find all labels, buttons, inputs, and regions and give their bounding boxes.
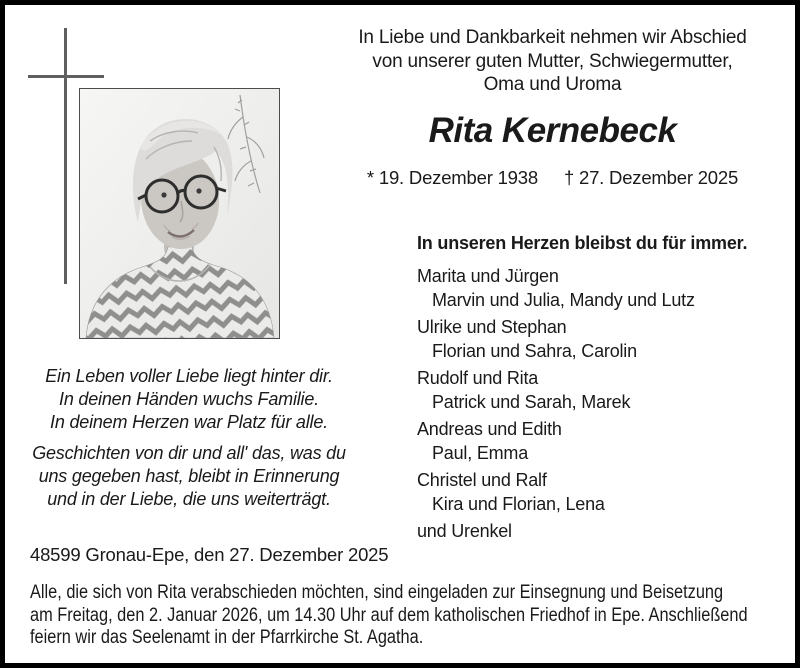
mourner-children: Paul, Emma bbox=[432, 443, 529, 463]
place-date-line: 48599 Gronau-Epe, den 27. Dezember 2025 bbox=[30, 544, 389, 565]
poem-line: und in der Liebe, die uns weiterträgt. bbox=[47, 489, 331, 509]
birth-date: * 19. Dezember 1938 bbox=[366, 167, 538, 188]
mourner-group bbox=[417, 366, 695, 414]
mourner-group bbox=[417, 315, 695, 363]
mourner-children: Patrick und Sarah, Marek bbox=[432, 392, 631, 412]
intro-line: von unserer guten Mutter, Schwiegermutter, bbox=[372, 50, 733, 72]
funeral-line: am Freitag, den 2. Januar 2026, um 14.30 Uhr auf dem katholischen Friedhof in Epe. Anschließend bbox=[30, 604, 748, 626]
life-dates bbox=[350, 167, 755, 189]
death-date: † 27. Dezember 2025 bbox=[563, 167, 739, 188]
devotion-line: In unseren Herzen bleibst du für immer. bbox=[417, 233, 748, 253]
funeral-line: Alle, die sich von Rita verabschieden möchten, sind eingeladen zur Einsegnung und Beisetzung bbox=[30, 582, 724, 603]
memorial-poem bbox=[21, 365, 357, 511]
poem-stanza bbox=[21, 442, 357, 511]
mourner-parents: Ulrike und Stephan bbox=[417, 317, 567, 337]
portrait-photo bbox=[79, 88, 280, 339]
poem-line: Geschichten von dir und all' das, was du bbox=[32, 443, 346, 463]
deceased-name: Rita Kernebeck bbox=[428, 111, 677, 150]
poem-line: In deinem Herzen war Platz für alle. bbox=[50, 412, 328, 432]
memorial-cross-icon bbox=[28, 75, 104, 78]
portrait-photo-illustration bbox=[80, 89, 279, 338]
funeral-line: feiern wir das Seelenamt in der Pfarrkirche St. Agatha. bbox=[30, 627, 424, 648]
intro-text bbox=[350, 26, 755, 97]
mourner-children: Marvin und Julia, Mandy und Lutz bbox=[432, 290, 695, 310]
intro-line: Oma und Uroma bbox=[483, 74, 622, 95]
mourner-parents: Marita und Jürgen bbox=[417, 266, 559, 286]
mourners-list bbox=[417, 264, 695, 543]
poem-line: uns gegeben hast, bleibt in Erinnerung bbox=[38, 466, 340, 486]
poem-stanza bbox=[21, 365, 357, 434]
mourner-children: Kira und Florian, Lena bbox=[432, 494, 605, 514]
poem-line: Ein Leben voller Liebe liegt hinter dir. bbox=[45, 366, 333, 386]
intro-line: In Liebe und Dankbarkeit nehmen wir Abschied bbox=[358, 27, 747, 48]
mourners-closing: und Urenkel bbox=[417, 521, 512, 541]
funeral-info bbox=[30, 582, 748, 650]
memorial-cross-icon bbox=[64, 28, 67, 284]
mourner-parents: Christel und Ralf bbox=[417, 470, 547, 490]
poem-line: In deinen Händen wuchs Familie. bbox=[59, 389, 319, 409]
mourner-group bbox=[417, 468, 695, 516]
mourner-parents: Rudolf und Rita bbox=[417, 368, 539, 388]
mourner-parents: Andreas und Edith bbox=[417, 419, 562, 439]
mourner-group bbox=[417, 417, 695, 465]
mourner-children: Florian und Sahra, Carolin bbox=[432, 341, 637, 361]
mourner-group bbox=[417, 264, 695, 312]
